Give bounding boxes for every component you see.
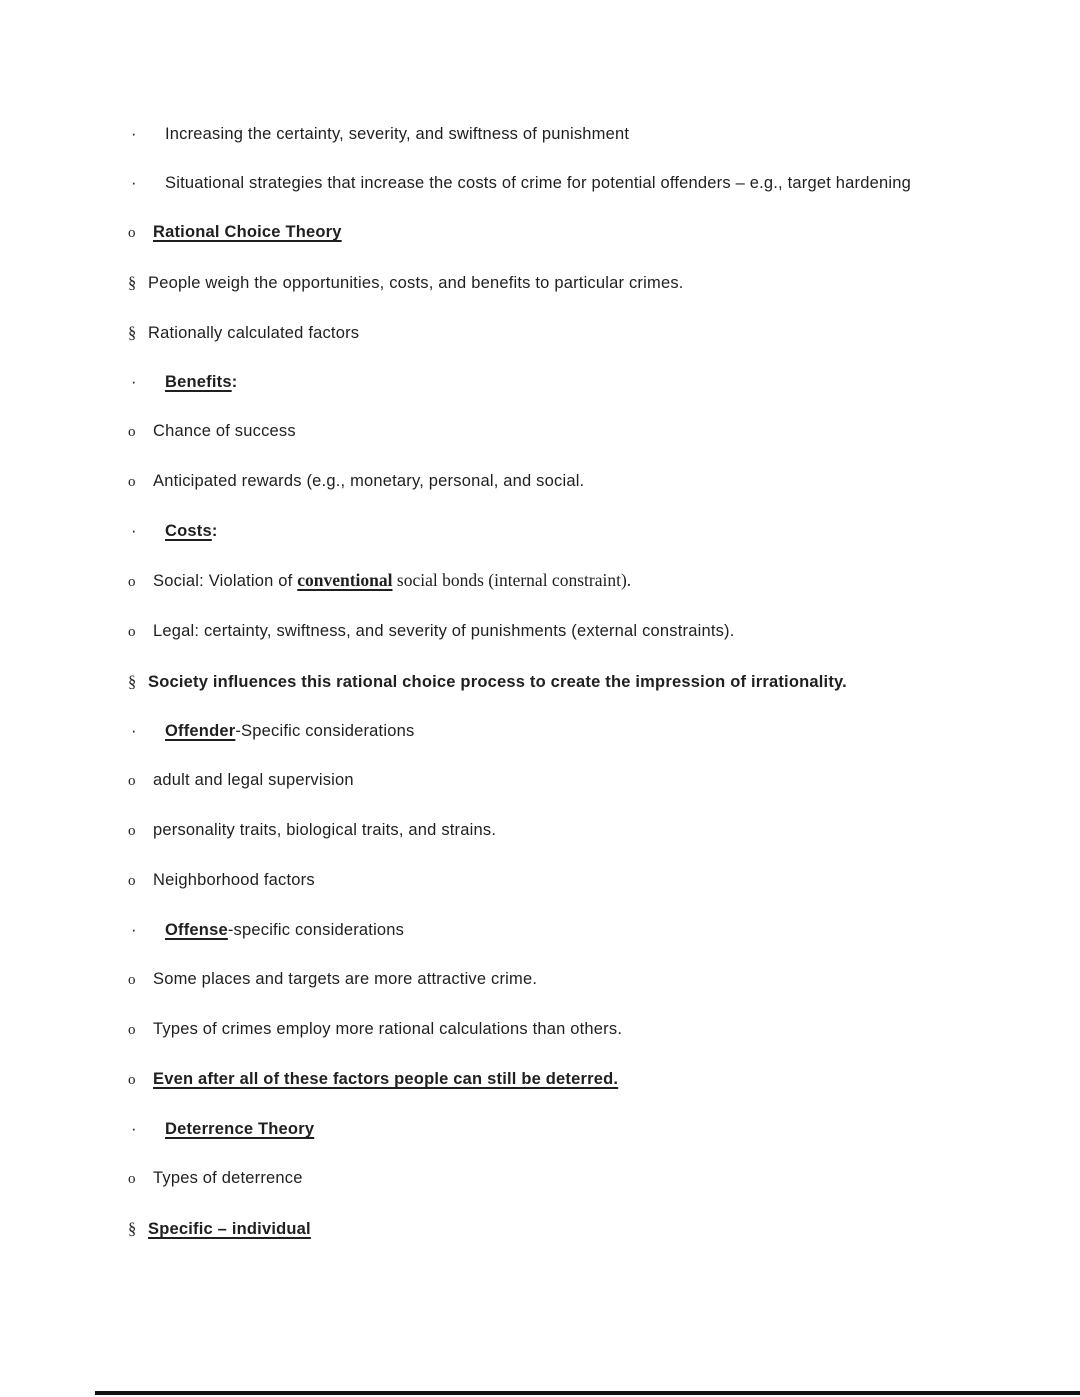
list-item (125, 968, 957, 992)
bullet-o-icon: o (128, 1072, 136, 1088)
list-item-heading (125, 520, 957, 543)
list-item (125, 569, 957, 594)
list-item (125, 172, 957, 195)
text-run: Social: Violation of (153, 572, 298, 590)
text-run: Deterrence Theory (165, 1120, 315, 1138)
bullet-o-icon: o (128, 225, 136, 241)
list-item (125, 1167, 957, 1191)
list-item (125, 123, 957, 146)
bullet-section-icon: § (128, 273, 137, 292)
list-item (125, 769, 957, 793)
text-run: Benefits (165, 373, 232, 391)
list-item (125, 420, 957, 444)
bullet-dot-icon: · (131, 522, 137, 540)
bullet-section-icon: § (128, 1219, 137, 1238)
bullet-o-icon: o (128, 474, 136, 490)
bullet-o-icon: o (128, 873, 136, 889)
text-run: adult and legal supervision (153, 771, 354, 789)
text-run: Specific – individual (148, 1220, 311, 1238)
text-run: Offender (165, 722, 236, 740)
text-run: social bonds (internal constraint). (392, 570, 632, 590)
text-run: Chance of success (153, 422, 296, 440)
text-run: Costs (165, 522, 212, 540)
text-run: -specific considerations (227, 921, 405, 939)
bullet-dot-icon: · (131, 921, 137, 939)
bullet-o-icon: o (128, 574, 136, 590)
bullet-o-icon: o (128, 1022, 136, 1038)
bullet-o-icon: o (128, 823, 136, 839)
list-item (125, 670, 957, 694)
bullet-o-icon: o (128, 424, 136, 440)
text-run: : (231, 373, 238, 391)
text-run: -Specific considerations (235, 722, 415, 740)
text-run: Types of deterrence (153, 1169, 303, 1187)
list-item-emphasis (125, 1068, 957, 1092)
bullet-o-icon: o (128, 972, 136, 988)
list-item-heading (125, 1217, 957, 1241)
bullet-section-icon: § (128, 323, 137, 342)
list-item (125, 819, 957, 843)
list-item-heading (125, 1118, 957, 1141)
list-item (125, 869, 957, 893)
bullet-o-icon: o (128, 624, 136, 640)
text-run: Neighborhood factors (153, 871, 315, 889)
text-run: : (211, 522, 218, 540)
text-run: People weigh the opportunities, costs, and benefits to particular crimes. (148, 274, 684, 292)
text-run: Rational Choice Theory (153, 223, 342, 241)
list-item-heading (125, 720, 957, 743)
text-run: Legal: certainty, swiftness, and severity of punishments (external constraints). (153, 622, 735, 640)
list-item (125, 620, 957, 644)
text-run: Increasing the certainty, severity, and swiftness of punishment (165, 125, 630, 143)
bullet-section-icon: § (128, 672, 137, 691)
bullet-o-icon: o (128, 1171, 136, 1187)
list-item-heading (125, 371, 957, 394)
text-run: Offense (165, 921, 228, 939)
list-item (125, 321, 957, 345)
bullet-dot-icon: · (131, 373, 137, 391)
bullet-dot-icon: · (131, 1120, 137, 1138)
text-run: Rationally calculated factors (148, 324, 360, 342)
text-run: Anticipated rewards (e.g., monetary, personal, and social. (153, 472, 585, 490)
text-run: personality traits, biological traits, and strains. (153, 821, 497, 839)
bullet-dot-icon: · (131, 722, 137, 740)
text-run: Society influences this rational choice process to create the impression of irrationality. (148, 673, 847, 691)
list-item-heading (125, 221, 957, 245)
bullet-dot-icon: · (131, 174, 137, 192)
text-run: Even after all of these factors people can still be deterred. (153, 1070, 619, 1088)
list-item-heading (125, 919, 957, 942)
text-run: conventional (297, 570, 393, 590)
bullet-dot-icon: · (131, 125, 137, 143)
page-break-line (95, 1391, 1080, 1395)
text-run: Some places and targets are more attractive crime. (153, 970, 538, 988)
list-item (125, 1018, 957, 1042)
text-run: Types of crimes employ more rational calculations than others. (153, 1020, 623, 1038)
bullet-o-icon: o (128, 773, 136, 789)
text-run: Situational strategies that increase the costs of crime for potential offenders – e.g., target hardening (165, 174, 912, 192)
list-item (125, 271, 957, 295)
list-item (125, 470, 957, 494)
